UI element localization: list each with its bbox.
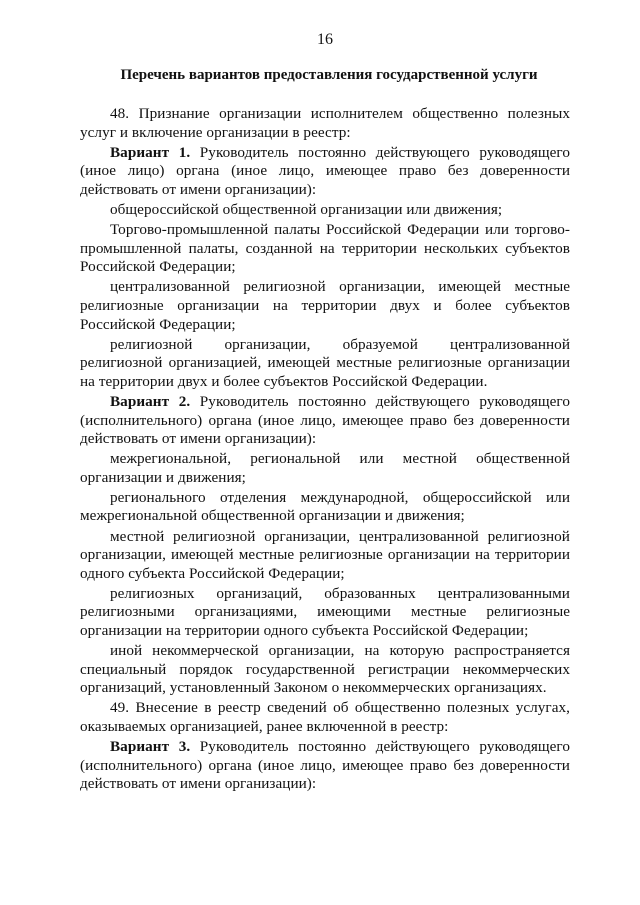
document-heading: Перечень вариантов предоставления государственной услуги (120, 67, 538, 83)
paragraph (80, 585, 570, 641)
paragraph-text: общероссийской общественной организации или движения; (110, 200, 503, 218)
paragraph-text: межрегиональной, региональной или местной общественной организации и движения; (80, 450, 570, 486)
paragraph (80, 489, 570, 526)
variant-label: Вариант 2. (110, 392, 191, 410)
paragraph-text: Торгово-промышленной палаты Российской Федерации или торгово-промышленной палаты, созданной на территории нескольких субъектов Российской Федерации; (80, 221, 570, 276)
paragraph-text: регионального отделения международной, общероссийской или межрегиональной общественной организации и движения; (80, 488, 570, 525)
paragraph (80, 738, 570, 794)
paragraph (80, 699, 570, 736)
paragraph-text: Руководитель постоянно действующего руководящего (исполнительного) органа (иное лицо, имеющее право без доверенности действовать от имени организации): (80, 392, 570, 448)
paragraph (80, 105, 570, 142)
page-number: 16 (317, 31, 333, 48)
paragraph (80, 278, 570, 334)
paragraph (80, 221, 570, 277)
paragraph-text: Руководитель постоянно действующего руководящего (иное лицо) органа (иное лицо, имеющее право без доверенности действовать от имени организации): (80, 143, 570, 198)
paragraph (80, 393, 570, 449)
paragraph (80, 144, 570, 200)
paragraph-text: религиозных организаций, образованных централизованными религиозными организациями, имеющими местные религиозные организации на территории одного субъекта Российской Федерации; (80, 584, 570, 640)
paragraph-text: религиозной организации, образуемой централизованной религиозной организацией, имеющей местные религиозные организации на территории двух и более субъектов Российской Федерации. (80, 335, 570, 390)
paragraph-text: Руководитель постоянно действующего руководящего (исполнительного) органа (иное лицо, имеющее право без доверенности действовать от имени организации): (80, 738, 570, 793)
paragraph-text: иной некоммерческой организации, на которую распространяется специальный порядок государственной регистрации некоммерческих организаций, установленный Законом о некоммерческих организациях. (80, 642, 570, 697)
paragraph-text: 48. Признание организации исполнителем общественно полезных услуг и включение организации в реестр: (80, 105, 570, 141)
paragraph-text: централизованной религиозной организации, имеющей местные религиозные организации на территории двух и более субъектов Российской Федерации; (80, 278, 570, 333)
paragraph (80, 336, 570, 392)
document-body (80, 105, 570, 794)
variant-label: Вариант 1. (110, 143, 191, 161)
paragraph (80, 528, 570, 584)
variant-label: Вариант 3. (110, 738, 191, 756)
paragraph-text: 49. Внесение в реестр сведений об общественно полезных услугах, оказываемых организацией, ранее включенной в реестр: (80, 699, 570, 735)
paragraph (80, 201, 570, 220)
paragraph (80, 450, 570, 487)
paragraph (80, 642, 570, 698)
paragraph-text: местной религиозной организации, централизованной религиозной организации, имеющей местные религиозные организации на территории одного субъекта Российской Федерации; (80, 527, 570, 582)
